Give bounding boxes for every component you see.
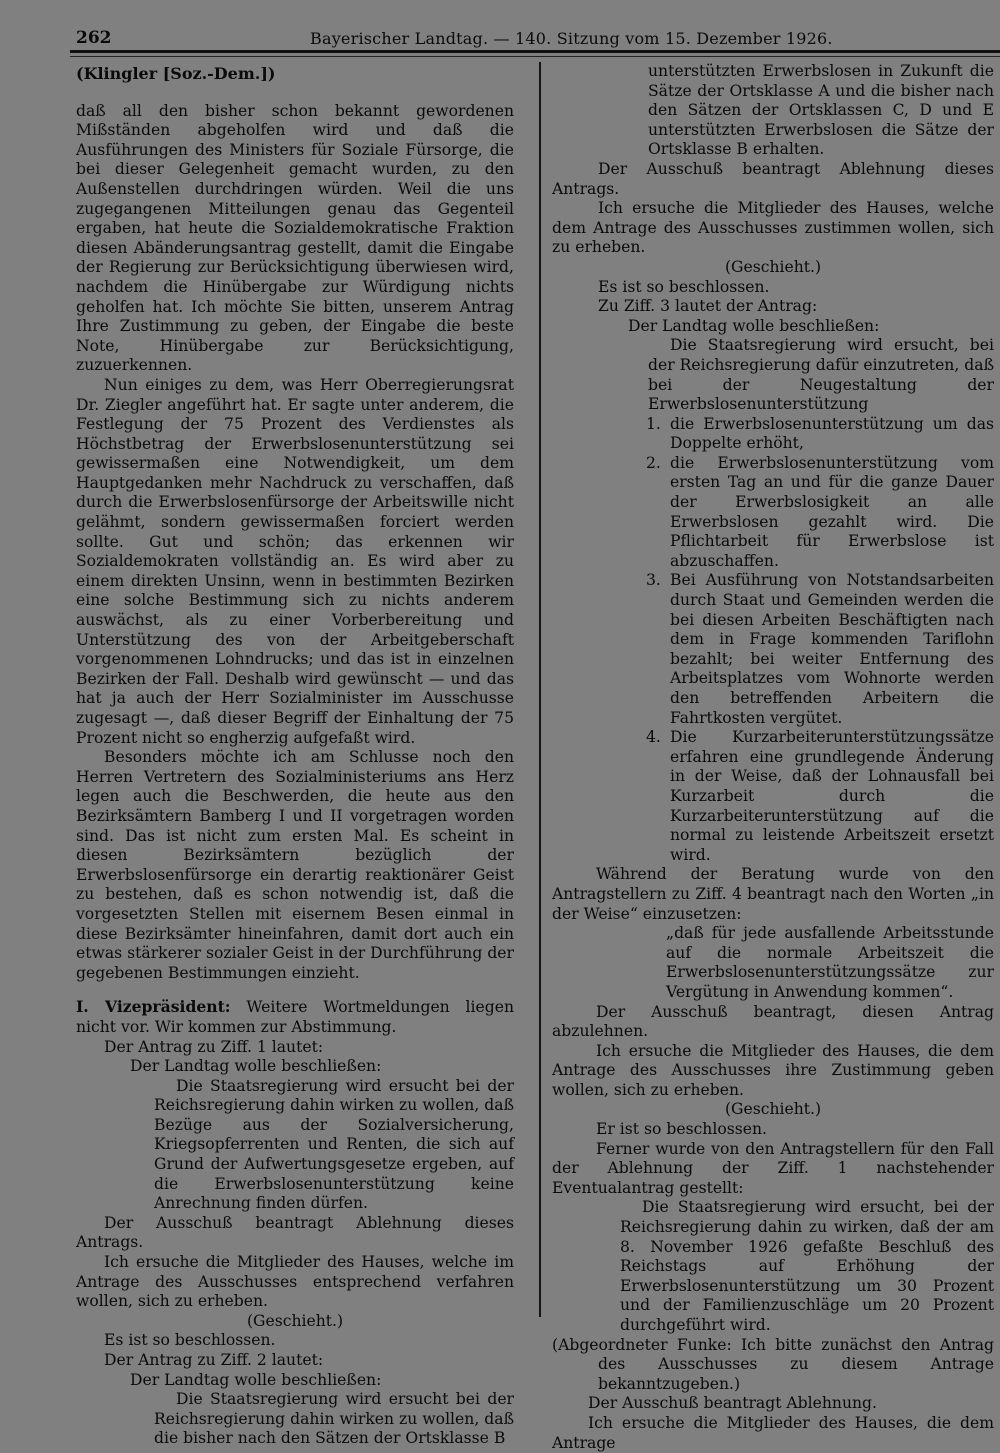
committee-recommendation: Der Ausschuß beantragt Ablehnung dieses Antrags.	[76, 1213, 514, 1252]
paragraph: daß all den bisher schon bekannt gewordenen Mißständen abgeholfen wird und daß die Ausführungen des Ministers für Soziale Fürsorge, die bei dieser Gelegenheit gemacht wurden, zu den Außenstellen durchdringen würden. Weil die uns zugegangenen Mitteilungen genau das Gegenteil ergaben, hat heute die Sozialdemokratische Fraktion diesen Abänderungsantrag gestellt, damit die Eingabe der Regierung zur Berücksichtigung überwiesen wird, nachdem die Hinübergabe zur Würdigung nichts geholfen hat. Ich möchte Sie bitten, unserem Antrag Ihre Zustimmung zu geben, der Eingabe die beste Note, Hinübergabe zur Berücksichtigung, zuzuerkennen.	[76, 101, 514, 375]
procedure-note: (Geschieht.)	[724, 257, 822, 276]
running-head: Bayerischer Landtag. — 140. Sitzung vom 15. Dezember 1926.	[310, 29, 833, 48]
column-divider	[539, 62, 541, 1317]
motion-intro: Der Antrag zu Ziff. 2 lautet:	[104, 1351, 324, 1369]
resolution-result: Es ist so beschlossen.	[104, 1331, 276, 1350]
list-item: 2. die Erwerbslosenunterstützung vom ersten Tag an und für die ganze Dauer der Erwerbslosigkeit an alle Erwerbslosen gezahlt wird. Die Pflichtarbeit für Erwerbslose ist abzuschaffen.	[646, 453, 994, 570]
right-column	[552, 62, 994, 1453]
motion-text: Die Staatsregierung wird ersucht, bei der Reichsregierung dafür einzutreten, daß bei der Neugestaltung der Erwerbslosenunterstützung	[648, 336, 994, 414]
left-column	[76, 62, 514, 1449]
amendment-note: Während der Beratung wurde von den Antragstellern zu Ziff. 4 beantragt nach den Worten „in der Weise“ einzusetzen:	[552, 865, 994, 923]
paragraph: Nun einiges zu dem, was Herr Oberregierungsrat Dr. Ziegler angeführt hat. Er sagte unter anderem, die Festlegung der 75 Prozent des Verdienstes als Höchstbetrag der Erwerbslosenunterstützung sei gewissermaßen eine Notwendigkeit, um dem Hauptgedanken mehr Nachdruck zu verschaffen, daß durch die Erwerbslosenfürsorge der Arbeitswille nicht gelähmt, sondern gewissermaßen forciert werden sollte. Gut und schön; das erkennen wir Sozialdemokraten vollständig an. Es wird aber zu einem direkten Unsinn, wenn in bestimmten Bezirken eine solche Bestimmung sich zu nichts anderem auswächst, als zu einer Vorberbereitung und Unterstützung des von der Arbeitgeberschaft vorgenommenen Lohndrucks; und das ist in einzelnen Bezirken der Fall. Deshalb wird gewünscht — und das hat ja auch der Herr Sozialminister im Ausschusse zugesagt —, daß dieser Begriff der Einhaltung der 75 Prozent nicht so engherzig aufgefaßt wird.	[76, 375, 514, 747]
page-number: 262	[76, 28, 112, 48]
demand-list	[552, 415, 994, 866]
resolution-formula: Der Landtag wolle beschließen:	[628, 316, 880, 335]
vote-request: Ich ersuche die Mitglieder des Hauses, die dem Antrage des Ausschusses ihre Zustimmung geben wollen, sich zu erheben.	[552, 1041, 994, 1099]
vote-request: Ich ersuche die Mitglieder des Hauses, welche dem Antrage des Ausschusses zustimmen wollen, sich zu erheben.	[552, 199, 994, 257]
vice-president-statement	[76, 997, 514, 1037]
eventual-motion-text: Die Staatsregierung wird ersucht, bei der Reichsregierung dahin zu wirken, daß der am 8. November 1926 gefaßte Beschluß des Reichstags auf Erhöhung der Erwerbslosenunterstützung um 30 Prozent und der Familienzuschläge um 20 Prozent durchgeführt wird.	[620, 1198, 994, 1334]
list-item: 4. Die Kurzarbeiterunterstützungssätze erfahren eine grundlegende Änderung in der Weise, daß der Lohnausfall bei Kurzarbeit durch die Kurzarbeiterunterstützung auf die normal zu leistende Arbeitszeit ersetzt wird.	[646, 728, 994, 864]
vice-president-label: I. Vizepräsident:	[76, 997, 231, 1017]
speaker-label: (Klingler [Soz.-Dem.])	[76, 64, 276, 83]
resolution-result: Er ist so beschlossen.	[596, 1120, 767, 1139]
motion-text-continued: unterstützten Erwerbslosen in Zukunft die Sätze der Ortsklasse A und die bisher nach den Sätzen der Ortsklassen C, D und E unterstützten Erwerbslosen die Sätze der Ortsklasse B erhalten.	[648, 62, 994, 159]
vote-request: Ich ersuche die Mitglieder des Hauses, die dem Antrage	[552, 1413, 994, 1452]
procedure-note: (Geschieht.)	[724, 1100, 822, 1119]
committee-recommendation: Der Ausschuß beantragt Ablehnung dieses Antrags.	[552, 159, 994, 198]
eventual-motion-intro: Ferner wurde von den Antragstellern für den Fall der Ablehnung der Ziff. 1 nachstehender Eventualantrag gestellt:	[552, 1139, 994, 1197]
list-item: 1. die Erwerbslosenunterstützung um das Doppelte erhöht,	[646, 414, 994, 453]
quoted-amendment: „daß für jede ausfallende Arbeitsstunde auf die normale Arbeitszeit die Erwerbslosenunterstützungssätze zur Vergütung in Anwendung kommen“.	[666, 924, 994, 1001]
resolution-formula: Der Landtag wolle beschließen:	[130, 1370, 382, 1389]
committee-recommendation: Der Ausschuß beantragt Ablehnung.	[588, 1394, 877, 1413]
motion-text: Die Staatsregierung wird ersucht bei der Reichsregierung dahin wirken zu wollen, daß Bezüge aus der Sozialversicherung, Kriegsopferrenten und Renten, die sich auf Grund der Aufwertungsgesetze ergeben, auf die Erwerbslosenunterstützung keine Anrechnung finden dürfen.	[154, 1076, 514, 1213]
motion-intro: Der Antrag zu Ziff. 1 lautet:	[104, 1037, 324, 1056]
procedure-note: (Geschieht.)	[246, 1311, 344, 1330]
header-rule	[70, 50, 1000, 53]
vice-president-text: Weitere Wortmeldungen liegen nicht vor. Wir kommen zur Abstimmung.	[76, 998, 514, 1036]
vote-request: Ich ersuche die Mitglieder des Hauses, welche im Antrage des Ausschusses entsprechend verfahren wollen, sich zu erheben.	[76, 1253, 514, 1311]
interjection: (Abgeordneter Funke: Ich bitte zunächst den Antrag des Ausschusses zu diesem Antrage bekanntzugeben.)	[552, 1335, 994, 1393]
resolution-formula: Der Landtag wolle beschließen:	[130, 1057, 382, 1076]
committee-recommendation: Der Ausschuß beantragt, diesen Antrag abzulehnen.	[552, 1002, 994, 1041]
paragraph: Besonders möchte ich am Schlusse noch den Herren Vertretern des Sozialministeriums ans Herz legen auch die Beschwerden, die heute aus den Bezirksämtern Bamberg I und II vorgetragen worden sind. Das ist nicht zum ersten Mal. Es scheint in diesen Bezirksämtern bezüglich der Erwerbslosenfürsorge ein derartig reaktionärer Geist zu bestehen, daß es schon notwendig ist, daß die vorgesetzten Stellen mit eisernem Besen einmal in diese Bezirksämter hineinfahren, damit dort auch ein etwas stärkerer sozialer Geist in der Durchführung der gegebenen Bestimmungen einzieht.	[76, 748, 514, 982]
motion-intro: Zu Ziff. 3 lautet der Antrag:	[598, 297, 818, 316]
header-rule-thin	[70, 56, 1000, 57]
list-item: 3. Bei Ausführung von Notstandsarbeiten durch Staat und Gemeinden werden die bei diesen Arbeiten Beschäftigten nach dem in Frage kommenden Tariflohn bezahlt; bei weiter Entfernung des Arbeitsplatzes vom Wohnorte werden den betreffenden Arbeitern die Fahrtkosten vergütet.	[646, 571, 994, 727]
motion-text: Die Staatsregierung wird ersucht bei der Reichsregierung dahin wirken zu wollen, daß die bisher nach den Sätzen der Ortsklasse B	[154, 1390, 514, 1448]
resolution-result: Es ist so beschlossen.	[598, 277, 770, 296]
page-header	[70, 22, 1000, 52]
